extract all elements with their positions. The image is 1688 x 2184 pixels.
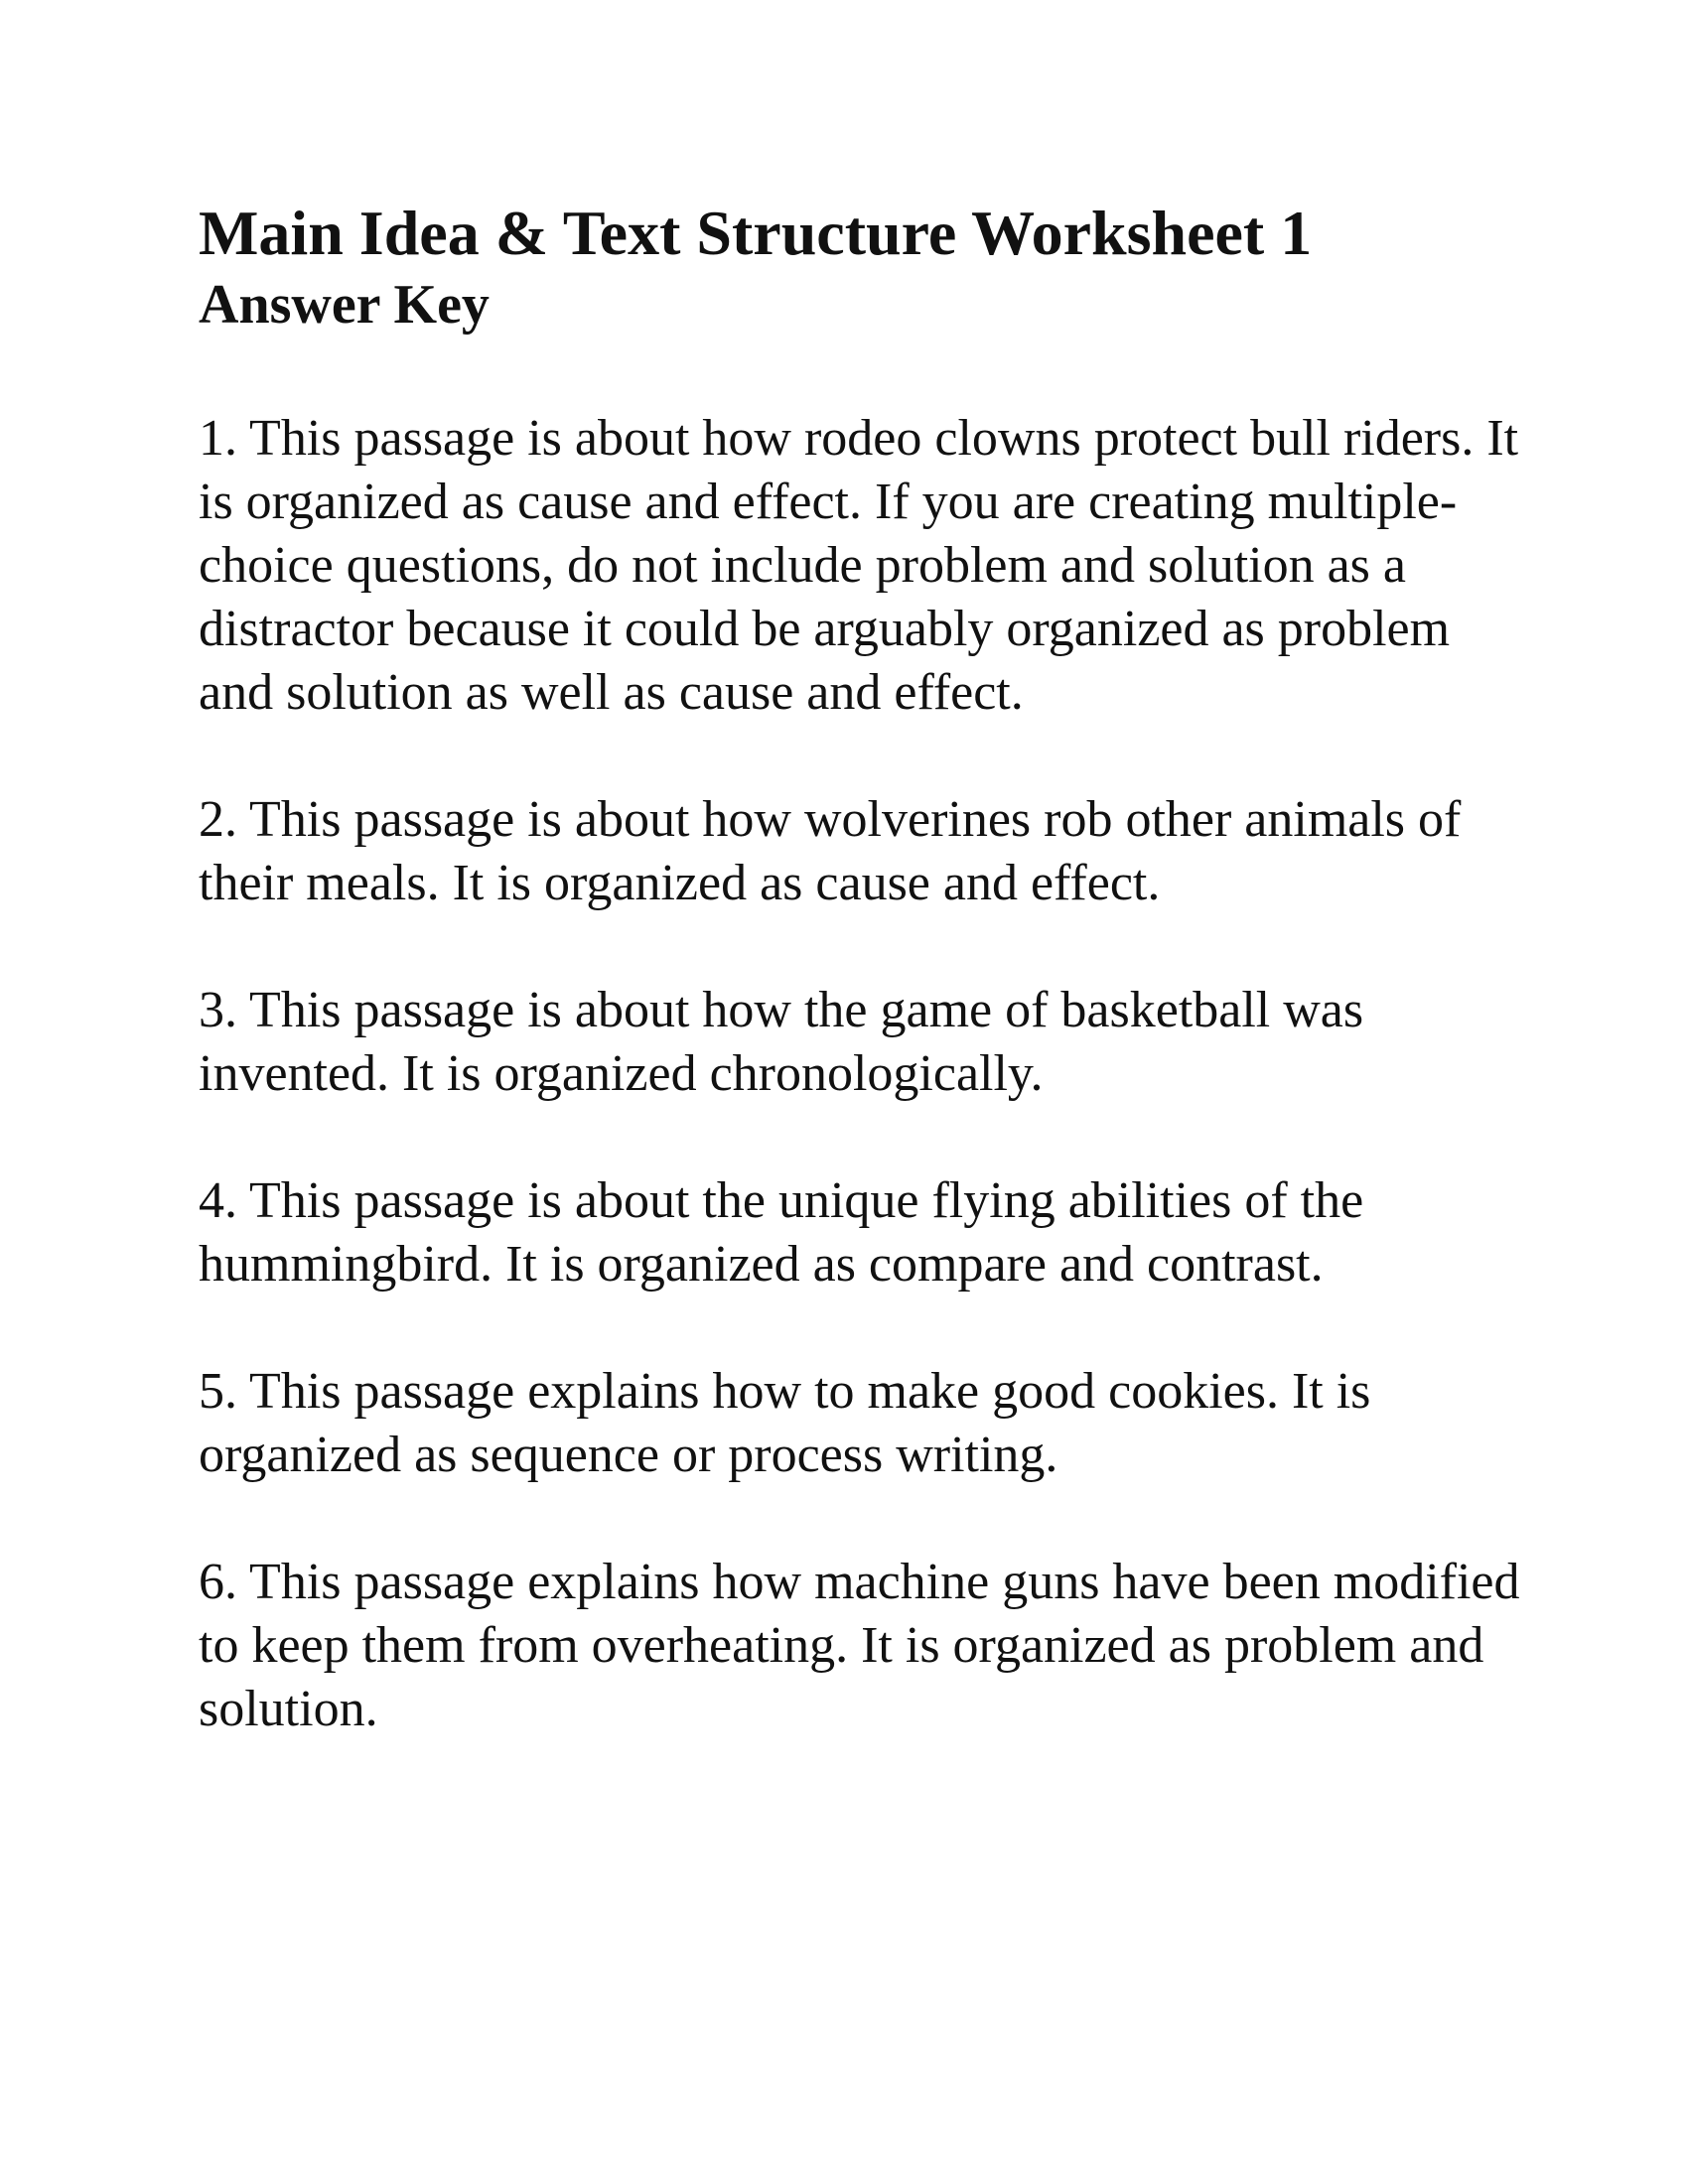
answer-item-6: 6. This passage explains how machine guns have been modified to keep them from overheating. It is organized as problem and solution. [199,1554,1520,1737]
page-title: Main Idea & Text Structure Worksheet 1 [199,198,1313,268]
document-content [199,197,1529,1805]
answer-item-3: 3. This passage is about how the game of basketball was invented. It is organized chronologically. [199,982,1364,1102]
page-subtitle: Answer Key [199,274,490,336]
answer-item-4: 4. This passage is about the unique flying abilities of the hummingbird. It is organized as compare and contrast. [199,1172,1364,1293]
answer-item-2: 2. This passage is about how wolverines rob other animals of their meals. It is organized as cause and effect. [199,791,1462,911]
answer-item-5: 5. This passage explains how to make good cookies. It is organized as sequence or process writing. [199,1363,1371,1483]
answer-item-1: 1. This passage is about how rodeo clowns protect bull riders. It is organized as cause and effect. If you are creating multiple-choice questions, do not include problem and solution as a distractor because it could be arguably organized as problem and solution as well as cause and effect. [199,410,1519,721]
